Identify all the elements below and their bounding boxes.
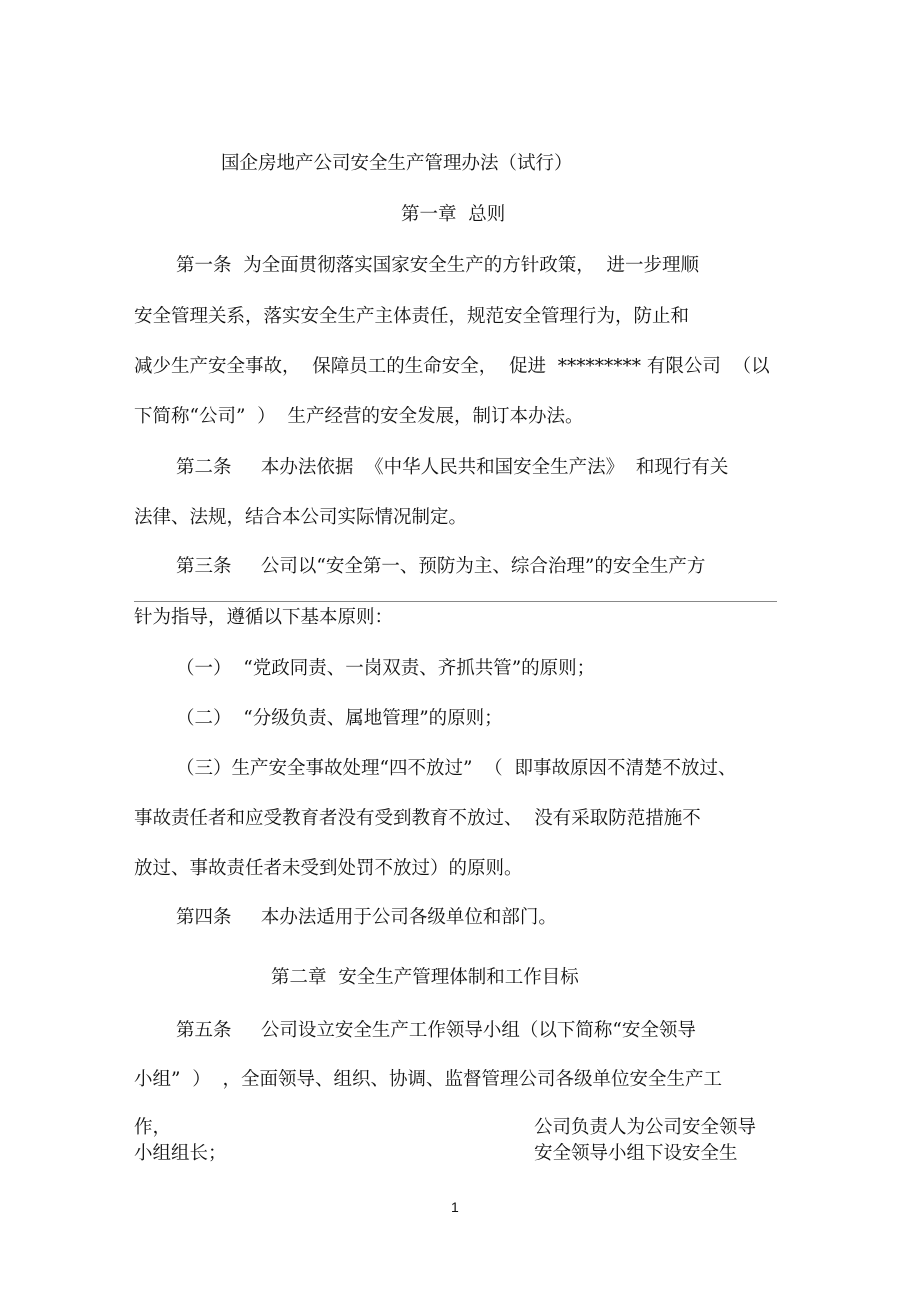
text-line: 下简称“公司” ） 生产经营的安全发展，制订本办法。 (134, 406, 584, 427)
text-line: 第二条 本办法依据 《中华人民共和国安全生产法》 和现行有关 (176, 457, 729, 478)
text-line: 公司负责人为公司安全领导 (534, 1117, 757, 1138)
chapter-heading: 第二章 安全生产管理体制和工作目标 (271, 967, 579, 988)
text-line: 法律、法规，结合本公司实际情况制定。 (134, 507, 468, 528)
document-title: 国企房地产公司安全生产管理办法（试行） (221, 153, 573, 174)
text-line: 减少生产安全事故， 保障员工的生命安全， 促进 ********* 有限公司 （以 (134, 356, 770, 377)
text-line: 事故责任者和应受教育者没有受到教育不放过、 没有采取防范措施不 (134, 808, 701, 829)
principle-item: （二） “分级负责、属地管理”的原则； (176, 708, 503, 729)
text-line: 安全管理关系，落实安全生产主体责任，规范安全管理行为，防止和 (134, 306, 690, 327)
text-line: 第四条 本办法适用于公司各级单位和部门。 (176, 907, 557, 928)
text-line: 第三条 公司以“安全第一、预防为主、综合治理”的安全生产方 (176, 556, 706, 577)
text-line: 作， (134, 1117, 172, 1138)
text-line: 第一条 为全面贯彻落实国家安全生产的方针政策， 进一步理顺 (176, 255, 700, 276)
divider-line (134, 601, 777, 602)
text-line: 小组组长； (134, 1143, 227, 1164)
text-line: 第五条 公司设立安全生产工作领导小组（以下简称“安全领导 (176, 1020, 696, 1041)
chapter-heading: 第一章 总则 (401, 204, 506, 225)
principle-item: （一） “党政同责、一岗双责、齐抓共管”的原则； (176, 658, 596, 679)
text-line: 小组” ） ，全面领导、组织、协调、监督管理公司各级单位安全生产工 (134, 1069, 722, 1090)
text-line: 安全领导小组下设安全生 (534, 1143, 738, 1164)
text-line: 放过、事故责任者未受到处罚不放过）的原则。 (134, 858, 523, 879)
page-number: 1 (451, 1199, 459, 1215)
text-line: 针为指导，遵循以下基本原则： (134, 607, 394, 628)
principle-item: （三）生产安全事故处理“四不放过” （ 即事故原因不清楚不放过、 (176, 758, 737, 779)
